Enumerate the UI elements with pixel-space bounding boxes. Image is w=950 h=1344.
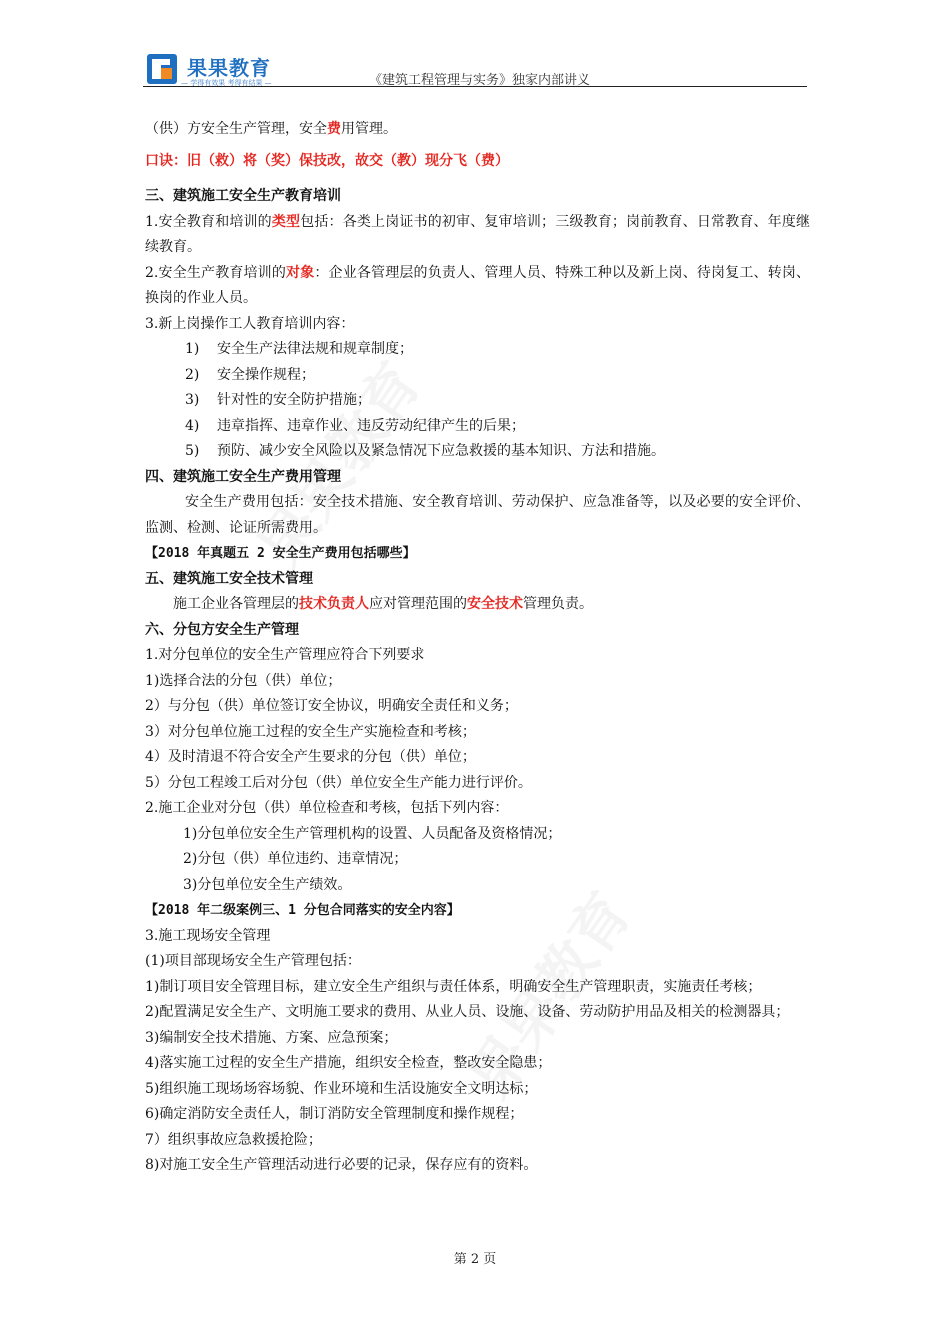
list-item: 3)编制安全技术措施、方案、应急预案； (145, 1029, 398, 1046)
paragraph: 1.安全教育和培训的类型包括：各类上岗证书的初审、复审培训；三级教育；岗前教育、日常教育、年度继续教育。 (145, 213, 811, 255)
list-item: 2)分包（供）单位违约、违章情况； (183, 851, 408, 867)
list-item: 5) 预防、减少安全风险以及紧急情况下应急救援的基本知识、方法和措施。 (185, 443, 665, 459)
paragraph: （供）方安全生产管理，安全费用管理。 (145, 121, 397, 137)
list-item: 3）对分包单位施工过程的安全生产实施检查和考核； (145, 723, 476, 740)
paragraph: 安全生产费用包括：安全技术措施、安全教育培训、劳动保护、应急准备等，以及必要的安全评价、监测、检测、论证所需费用。 (145, 494, 810, 536)
exam-note: 【2018 年真题五 2 安全生产费用包括哪些】 (145, 546, 416, 561)
list-item: 8)对施工安全生产管理活动进行必要的记录，保存应有的资料。 (145, 1157, 538, 1173)
list-item: 4)落实施工过程的安全生产措施，组织安全检查，整改安全隐患； (145, 1055, 552, 1071)
header-divider (143, 86, 807, 87)
page-content (145, 117, 810, 1179)
mnemonic: 口诀：旧（救）将（奖）保技改，故交（教）现分飞（费） (145, 152, 509, 169)
page-number: 第 2 页 (453, 1252, 497, 1267)
paragraph: 3.新上岗操作工人教育培训内容： (145, 315, 355, 332)
logo-icon (147, 54, 177, 84)
paragraph: 1.对分包单位的安全生产管理应符合下列要求 (145, 647, 425, 663)
section-heading-5: 五、建筑施工安全技术管理 (145, 570, 313, 587)
list-item: 3)分包单位安全生产绩效。 (183, 876, 352, 893)
paragraph: 3.施工现场安全管理 (145, 927, 271, 944)
list-item: 1) 安全生产法律法规和规章制度； (185, 341, 413, 357)
list-item: 1)分包单位安全生产管理机构的设置、人员配备及资格情况； (183, 825, 562, 842)
list-item: 1)选择合法的分包（供）单位； (145, 672, 342, 689)
list-item: 2)配置满足安全生产、文明施工要求的费用、从业人员、设施、设备、劳动防护用品及相关的检测器具； (145, 1004, 790, 1020)
list-item: 5）分包工程竣工后对分包（供）单位安全生产能力进行评价。 (145, 774, 532, 791)
logo-text: 果果教育 (187, 56, 271, 80)
list-item: 7）组织事故应急救援抢险； (145, 1131, 322, 1148)
document-title: 《建筑工程管理与实务》独家内部讲义 (369, 73, 591, 88)
list-item: 3) 针对性的安全防护措施； (185, 392, 371, 408)
list-item: 4) 违章指挥、违章作业、违反劳动纪律产生的后果； (185, 417, 525, 434)
list-item: 1)制订项目安全管理目标，建立安全生产组织与责任体系，明确安全生产管理职责，实施责任考核； (145, 978, 762, 995)
exam-note: 【2018 年二级案例三、1 分包合同落实的安全内容】 (145, 903, 460, 918)
paragraph: 施工企业各管理层的技术负责人应对管理范围的安全技术管理负责。 (173, 596, 593, 612)
paragraph: (1)项目部现场安全生产管理包括： (145, 953, 361, 969)
section-heading-4: 四、建筑施工安全生产费用管理 (145, 468, 341, 485)
section-heading-6: 六、分包方安全生产管理 (145, 621, 299, 638)
page-header (143, 52, 807, 88)
paragraph: 2.安全生产教育培训的对象：企业各管理层的负责人、管理人员、特殊工种以及新上岗、待岗复工、转岗、换岗的作业人员。 (145, 264, 811, 306)
section-heading-3: 三、建筑施工安全生产教育培训 (145, 188, 341, 204)
list-item: 5)组织施工现场场容场貌、作业环境和生活设施安全文明达标； (145, 1080, 538, 1097)
list-item: 6)确定消防安全责任人，制订消防安全管理制度和操作规程； (145, 1106, 524, 1122)
list-item: 4）及时清退不符合安全产生要求的分包（供）单位； (145, 749, 476, 765)
logo-slogan: — 学得有效果 考得有结果 — (181, 79, 272, 87)
list-item: 2) 安全操作规程； (185, 366, 315, 383)
paragraph: 2.施工企业对分包（供）单位检查和考核，包括下列内容： (145, 800, 509, 816)
list-item: 2）与分包（供）单位签订安全协议，明确安全责任和义务； (145, 698, 518, 714)
